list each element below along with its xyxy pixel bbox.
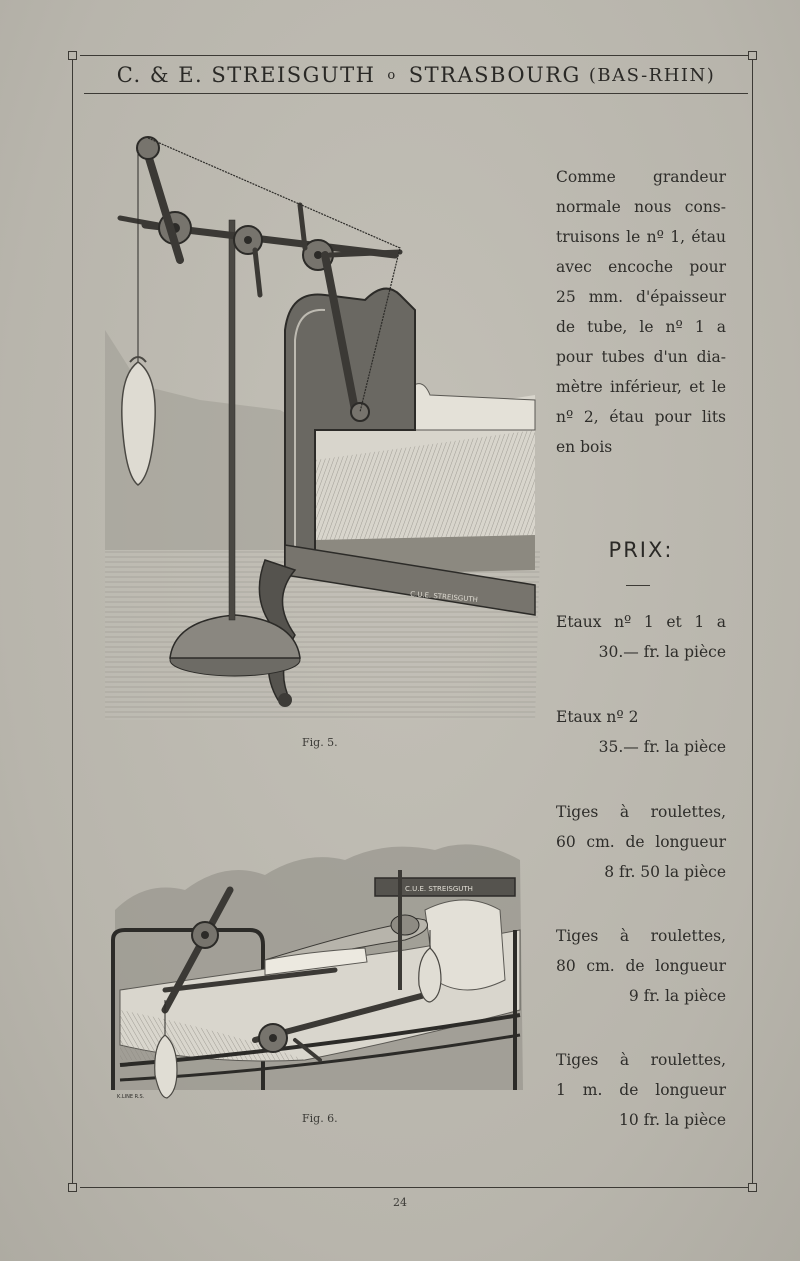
price-item-value: 35.— fr. la pièce — [598, 738, 726, 756]
header-rule — [84, 93, 748, 94]
company-name: C. & E. STREISGUTH — [116, 63, 376, 87]
price-item-value: 9 fr. la pièce — [628, 987, 726, 1005]
price-item-value: 30.— fr. la pièce — [598, 643, 726, 661]
city-name: STRASBOURG — [408, 63, 581, 87]
price-item-label: 1 m. de longueur — [556, 1081, 726, 1099]
frame-corner-ornament — [748, 51, 757, 60]
engraver-signature: K.LINE R.S. — [117, 1094, 145, 1100]
figure-6-illustration — [105, 830, 530, 1105]
price-item — [556, 797, 726, 887]
page-number: 24 — [393, 1196, 407, 1209]
figure-5-illustration — [100, 130, 545, 725]
figure-6-caption: Fig. 6. — [302, 1112, 338, 1125]
page-header — [84, 58, 748, 92]
frame-corner-ornament — [748, 1183, 757, 1192]
price-item — [556, 702, 726, 762]
price-item-label: Etaux nº 2 — [556, 708, 639, 726]
price-heading: PRIX: — [608, 538, 674, 562]
price-item-value: 8 fr. 50 la pièce — [604, 863, 726, 881]
description-line: Comme grandeur — [556, 168, 726, 186]
price-item-label: 60 cm. de longueur — [556, 833, 726, 851]
description-line: de tube, le nº 1 a — [556, 318, 726, 336]
description-line: en bois — [556, 438, 613, 456]
price-item-label: Etaux nº 1 et 1 a — [556, 613, 726, 631]
description-line: 25 mm. d'épaisseur — [556, 288, 726, 306]
box-label: C.U.E. STREISGUTH — [405, 885, 473, 893]
frame-bottom-rule — [80, 1187, 756, 1188]
price-item-label: Tiges à roulettes, — [556, 803, 726, 821]
description-line: mètre inférieur, et le — [556, 378, 726, 396]
price-item-value: 10 fr. la pièce — [619, 1111, 726, 1129]
frame-right-rule — [752, 55, 753, 1187]
description-line: normale nous cons- — [556, 198, 726, 216]
product-description — [556, 162, 726, 462]
header-separator: o — [387, 67, 397, 83]
description-line: avec encoche pour — [556, 258, 726, 276]
price-item-label: Tiges à roulettes, — [556, 927, 726, 945]
price-item — [556, 1045, 726, 1135]
figure-5-caption: Fig. 5. — [302, 736, 338, 749]
region-name: (BAS-RHIN) — [588, 64, 716, 86]
frame-left-rule — [72, 55, 73, 1187]
frame-corner-ornament — [68, 51, 77, 60]
bed-rail-label: C.U.E. STREISGUTH — [409, 590, 479, 604]
price-item — [556, 607, 726, 667]
description-line: truisons le nº 1, étau — [556, 228, 726, 246]
frame-corner-ornament — [68, 1183, 77, 1192]
price-item — [556, 921, 726, 1011]
frame-top-rule — [80, 55, 756, 56]
price-heading-rule — [626, 585, 650, 586]
price-item-label: Tiges à roulettes, — [556, 1051, 726, 1069]
description-line: nº 2, étau pour lits — [556, 408, 726, 426]
price-item-label: 80 cm. de longueur — [556, 957, 726, 975]
description-line: pour tubes d'un dia- — [556, 348, 726, 366]
